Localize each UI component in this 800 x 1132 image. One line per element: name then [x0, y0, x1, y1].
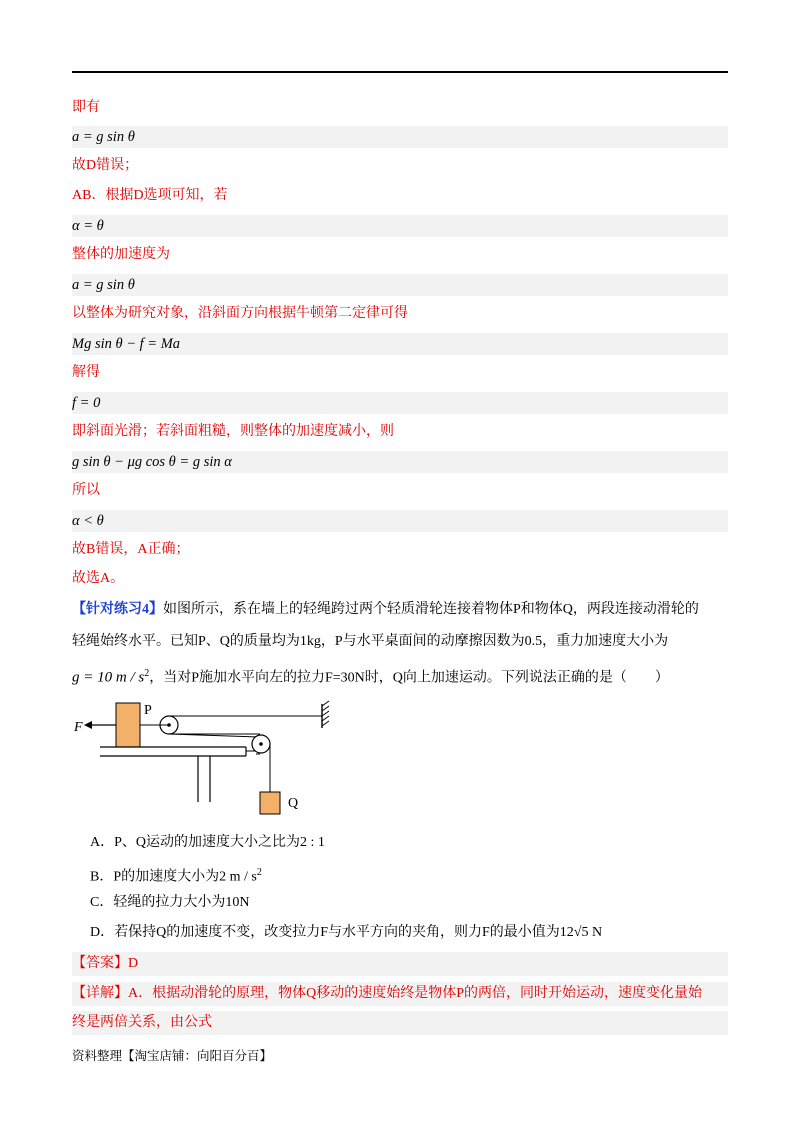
text-line: 以整体为研究对象，沿斜面方向根据牛顿第二定律可得 [72, 306, 408, 321]
superscript: 2 [144, 668, 150, 679]
math-line: g sin θ − μg cos θ = g sin α [72, 451, 728, 473]
option-a: A．P、Q运动的加速度大小之比为2 : 1 [90, 835, 325, 850]
text-line: 解得 [72, 365, 100, 380]
force-arrow-head [84, 721, 92, 729]
math-line: f = 0 [72, 392, 728, 414]
text-line: 所以 [72, 483, 100, 498]
text-line: 故选A。 [72, 571, 125, 586]
question-line-3 [72, 664, 728, 689]
header-rule [72, 71, 728, 73]
question-line-1 [72, 600, 728, 620]
answer-line [72, 952, 728, 976]
answer-value: D [128, 956, 139, 971]
text-line: 故B错误，A正确； [72, 542, 190, 557]
gravity-formula: g = 10 m / s [72, 669, 145, 686]
answer-tag: 【答案】 [72, 956, 128, 971]
math-line: a = g sin θ [72, 126, 728, 148]
option-b-text: B．P的加速度大小为2 m / s [90, 869, 257, 885]
block-Q [260, 792, 280, 814]
explain-tag: 【详解】 [72, 986, 128, 1001]
pulley-diagram [70, 698, 340, 820]
question-tag: 【针对练习4】 [72, 602, 163, 617]
label-P: P [144, 703, 152, 718]
label-Q: Q [288, 796, 299, 811]
explain-line-2: 终是两倍关系，由公式 [72, 1011, 728, 1035]
footer-text: 资料整理【淘宝店铺：向阳百分百】 [72, 1049, 273, 1063]
text-line: AB．根据D选项可知，若 [72, 188, 228, 203]
option-b [90, 863, 262, 888]
superscript: 2 [256, 867, 262, 878]
option-c: C．轻绳的拉力大小为10N [90, 895, 250, 910]
math-line: α = θ [72, 215, 728, 237]
question-text: ，当对P施加水平向左的拉力F=30N时，Q向上加速运动。下列说法正确的是（ ） [149, 670, 669, 686]
math-line: a = g sin θ [72, 274, 728, 296]
block-P [116, 703, 140, 747]
option-d: D．若保持Q的加速度不变，改变拉力F与水平方向的夹角，则力F的最小值为12√5 N [90, 925, 603, 940]
explain-text: A．根据动滑轮的原理，物体Q移动的速度始终是物体P的两倍，同时开始运动，速度变化量始 [128, 986, 703, 1001]
explain-line-1 [72, 982, 728, 1006]
text-line: 故D错误； [72, 158, 139, 173]
text-line: 即有 [72, 100, 100, 115]
text-line: 整体的加速度为 [72, 247, 170, 262]
question-text: 如图所示，系在墙上的轻绳跨过两个轻质滑轮连接着物体P和物体Q，两段连接动滑轮的 [163, 602, 699, 617]
text-line: 即斜面光滑；若斜面粗糙，则整体的加速度减小，则 [72, 424, 394, 439]
question-line-2: 轻绳始终水平。已知P、Q的质量均为1kg，P与水平桌面间的动摩擦因数为0.5，重力加速度大小为 [72, 634, 669, 649]
math-line: Mg sin θ − f = Ma [72, 333, 728, 355]
label-F: F [74, 720, 83, 735]
math-line: α < θ [72, 510, 728, 532]
